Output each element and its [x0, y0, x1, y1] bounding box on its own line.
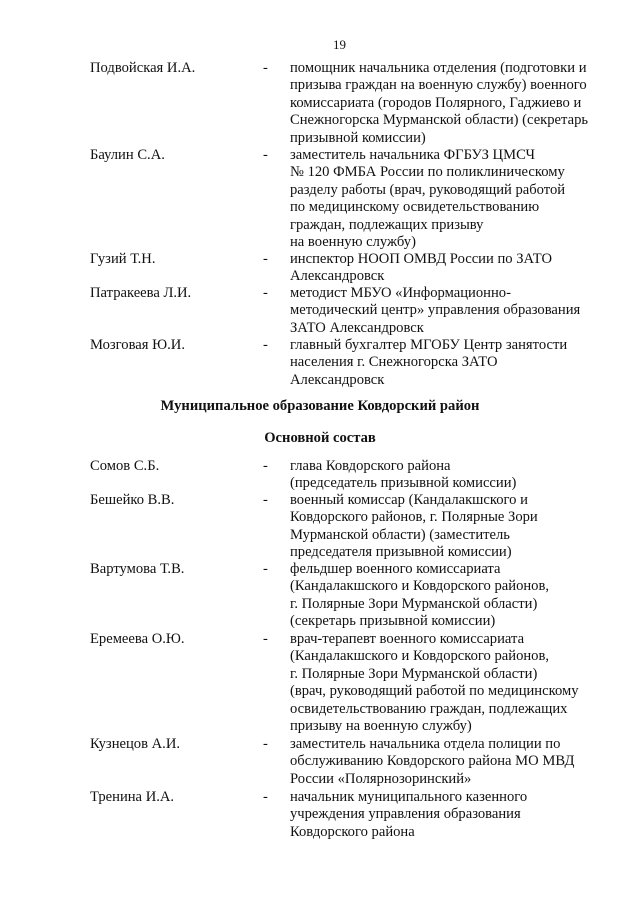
position-line: разделу работы (врач, руководящий работой [290, 181, 566, 198]
dash-separator: - [263, 492, 268, 508]
position-line: освидетельствованию граждан, подлежащих [290, 700, 568, 717]
member-name: Кузнецов А.И. [90, 736, 181, 752]
position-line: главный бухгалтер МГОБУ Центр занятости [290, 337, 568, 353]
dash-separator: - [263, 789, 268, 805]
member-name: Подвойская И.А. [90, 60, 196, 76]
position-line: населения г. Снежногорска ЗАТО [290, 354, 498, 371]
position-line: г. Полярные Зори Мурманской области) [290, 665, 538, 682]
member-position [290, 60, 610, 147]
member-position [290, 789, 610, 841]
position-line: помощник начальника отделения (подготовки и [290, 60, 587, 76]
position-line: Александровск [290, 371, 385, 388]
member-name: Мозговая Ю.И. [90, 337, 185, 353]
position-line: (председатель призывной комиссии) [290, 475, 517, 492]
position-line: заместитель начальника отдела полиции по [290, 736, 561, 752]
position-line: (Кандалакшского и Ковдорского районов, [290, 648, 550, 665]
member-name: Бешейко В.В. [90, 492, 175, 508]
position-line: № 120 ФМБА России по поликлиническому [290, 164, 565, 181]
municipality-heading: Муниципальное образование Ковдорский район [160, 398, 480, 414]
position-line: инспектор НООП ОМВД России по ЗАТО [290, 251, 553, 267]
position-line: (Кандалакшского и Ковдорского районов, [290, 578, 550, 595]
position-line: заместитель начальника ФГБУЗ ЦМСЧ [290, 147, 535, 163]
position-line: призыва граждан на военную службу) военного [290, 77, 587, 94]
member-position [290, 492, 610, 562]
dash-separator: - [263, 458, 268, 474]
position-line: председателя призывной комиссии) [290, 544, 512, 561]
member-name: Тренина И.А. [90, 789, 175, 805]
position-line: учреждения управления образования [290, 806, 521, 823]
member-position [290, 251, 610, 286]
position-line: Мурманской области) (заместитель [290, 526, 510, 543]
page-number: 19 [333, 37, 346, 52]
dash-separator: - [263, 337, 268, 353]
composition-heading: Основной состав [264, 430, 376, 446]
position-line: г. Полярные Зори Мурманской области) [290, 595, 538, 612]
position-line: Снежногорска Мурманской области) (секретарь [290, 112, 589, 129]
position-line: граждан, подлежащих призыву [290, 216, 484, 233]
dash-separator: - [263, 561, 268, 577]
member-position [290, 561, 610, 631]
member-name: Сомов С.Б. [90, 458, 160, 474]
position-line: России «Полярнозоринский» [290, 770, 472, 787]
position-line: врач-терапевт военного комиссариата [290, 631, 525, 647]
position-line: (секретарь призывной комиссии) [290, 613, 496, 630]
position-line: Александровск [290, 268, 385, 285]
dash-separator: - [263, 60, 268, 76]
position-line: военный комиссар (Кандалакшского и [290, 492, 528, 508]
position-line: Ковдорского района [290, 823, 415, 840]
position-line: начальник муниципального казенного [290, 789, 528, 805]
member-position [290, 337, 610, 389]
member-name: Еремеева О.Ю. [90, 631, 185, 647]
member-name: Вартумова Т.В. [90, 561, 185, 577]
position-line: призыву на военную службу) [290, 718, 472, 735]
position-line: на военную службу) [290, 234, 416, 251]
position-line: комиссариата (городов Полярного, Гаджиево и [290, 94, 582, 111]
position-line: Ковдорского районов, г. Полярные Зори [290, 509, 538, 526]
position-line: по медицинскому освидетельствованию [290, 199, 540, 216]
position-line: призывной комиссии) [290, 129, 426, 146]
dash-separator: - [263, 736, 268, 752]
member-name: Патракеева Л.И. [90, 285, 192, 301]
member-position [290, 631, 610, 735]
position-line: методический центр» управления образования [290, 302, 581, 319]
position-line: методист МБУО «Информационно- [290, 285, 511, 301]
member-position [290, 147, 610, 251]
dash-separator: - [263, 631, 268, 647]
position-line: ЗАТО Александровск [290, 319, 424, 336]
dash-separator: - [263, 251, 268, 267]
position-line: фельдшер военного комиссариата [290, 561, 501, 577]
member-position [290, 458, 610, 493]
dash-separator: - [263, 147, 268, 163]
member-position [290, 736, 610, 788]
member-position [290, 285, 610, 337]
position-line: (врач, руководящий работой по медицинскому [290, 683, 579, 700]
position-line: глава Ковдорского района [290, 458, 451, 474]
position-line: обслуживанию Ковдорского района МО МВД [290, 753, 575, 770]
member-name: Гузий Т.Н. [90, 251, 156, 267]
dash-separator: - [263, 285, 268, 301]
member-name: Баулин С.А. [90, 147, 165, 163]
